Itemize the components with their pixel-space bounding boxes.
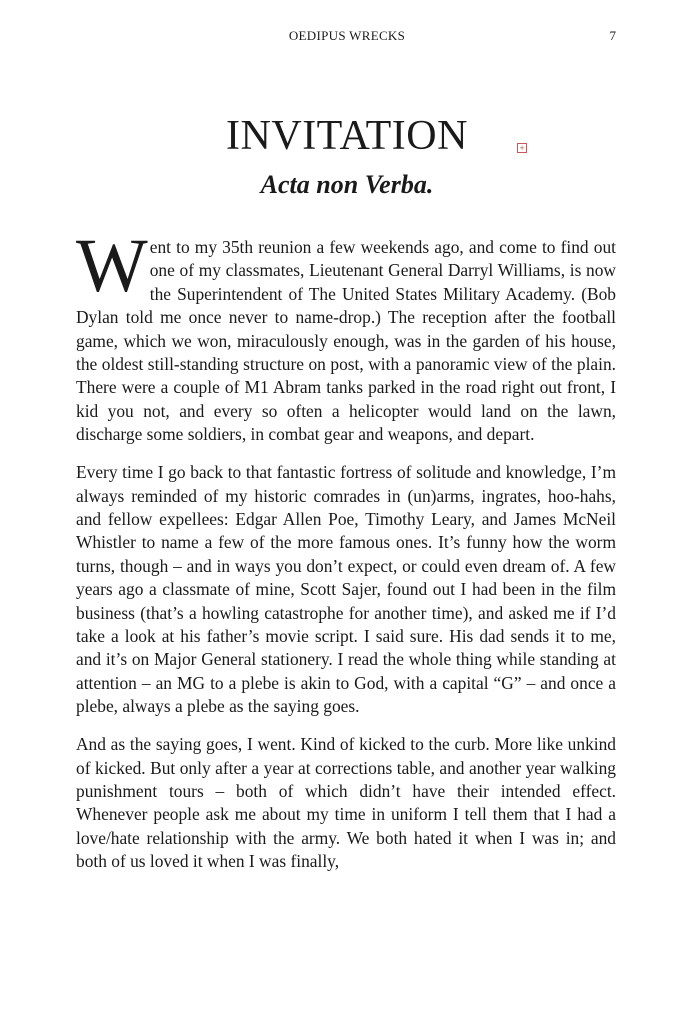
chapter-title: INVITATION bbox=[226, 113, 468, 159]
note-annotation-icon[interactable]: + bbox=[517, 143, 527, 153]
body-text bbox=[76, 224, 616, 888]
running-head: OEDIPUS WRECKS bbox=[288, 28, 406, 43]
drop-cap: W bbox=[76, 224, 148, 308]
paragraph-1 bbox=[76, 224, 616, 447]
chapter-subtitle: Acta non Verba. bbox=[260, 170, 434, 199]
paragraph-1-text: ent to my 35th reunion a few weekends ago, and come to find out one of my classmates, Lieutenant General Darryl Williams, is now the Superintendent of The United States Military Academy. (Bob Dylan told me once never to name-drop.) The reception after the football game, which we won, miraculously enough, was in the garden of his house, the oldest still-standing structure on post, with a panoramic view of the plain. There were a couple of M1 Abram tanks parked in the road right out front, I kid you not, and every so often a helicopter would land on the lawn, discharge some soldiers, in combat gear and weapons, and depart. bbox=[76, 237, 616, 445]
paragraph-3: And as the saying goes, I went. Kind of kicked to the curb. More like unkind of kicked. But only after a year at corrections table, and another year walking punishment tours – both of which didn’t have their intended effect. Whenever people ask me about my time in uniform I tell them that I had a love/hate relationship with the army. We both hated it when I was in; and both of us loved it when I was finally, bbox=[76, 734, 616, 872]
page-number: 7 bbox=[609, 28, 616, 43]
paragraph-2: Every time I go back to that fantastic fortress of solitude and knowledge, I’m always reminded of my historic comrades in (un)arms, ingrates, hoo-hahs, and fellow expellees: Edgar Allen Poe, Timothy Leary, and James McNeil Whistler to name a few of the more famous ones. It’s funny how the worm turns, though – and in ways you don’t expect, or could even dream of. A few years ago a classmate of mine, Scott Sajer, found out I had been in the film business (that’s a howling catastrophe for another time), and asked me if I’d take a look at his father’s movie script. I said sure. His dad sends it to me, and it’s on Major General stationery. I read the whole thing while standing at attention – an MG to a plebe is akin to God, with a capital “G” – and once a plebe, always a plebe as the saying goes. bbox=[76, 462, 616, 717]
